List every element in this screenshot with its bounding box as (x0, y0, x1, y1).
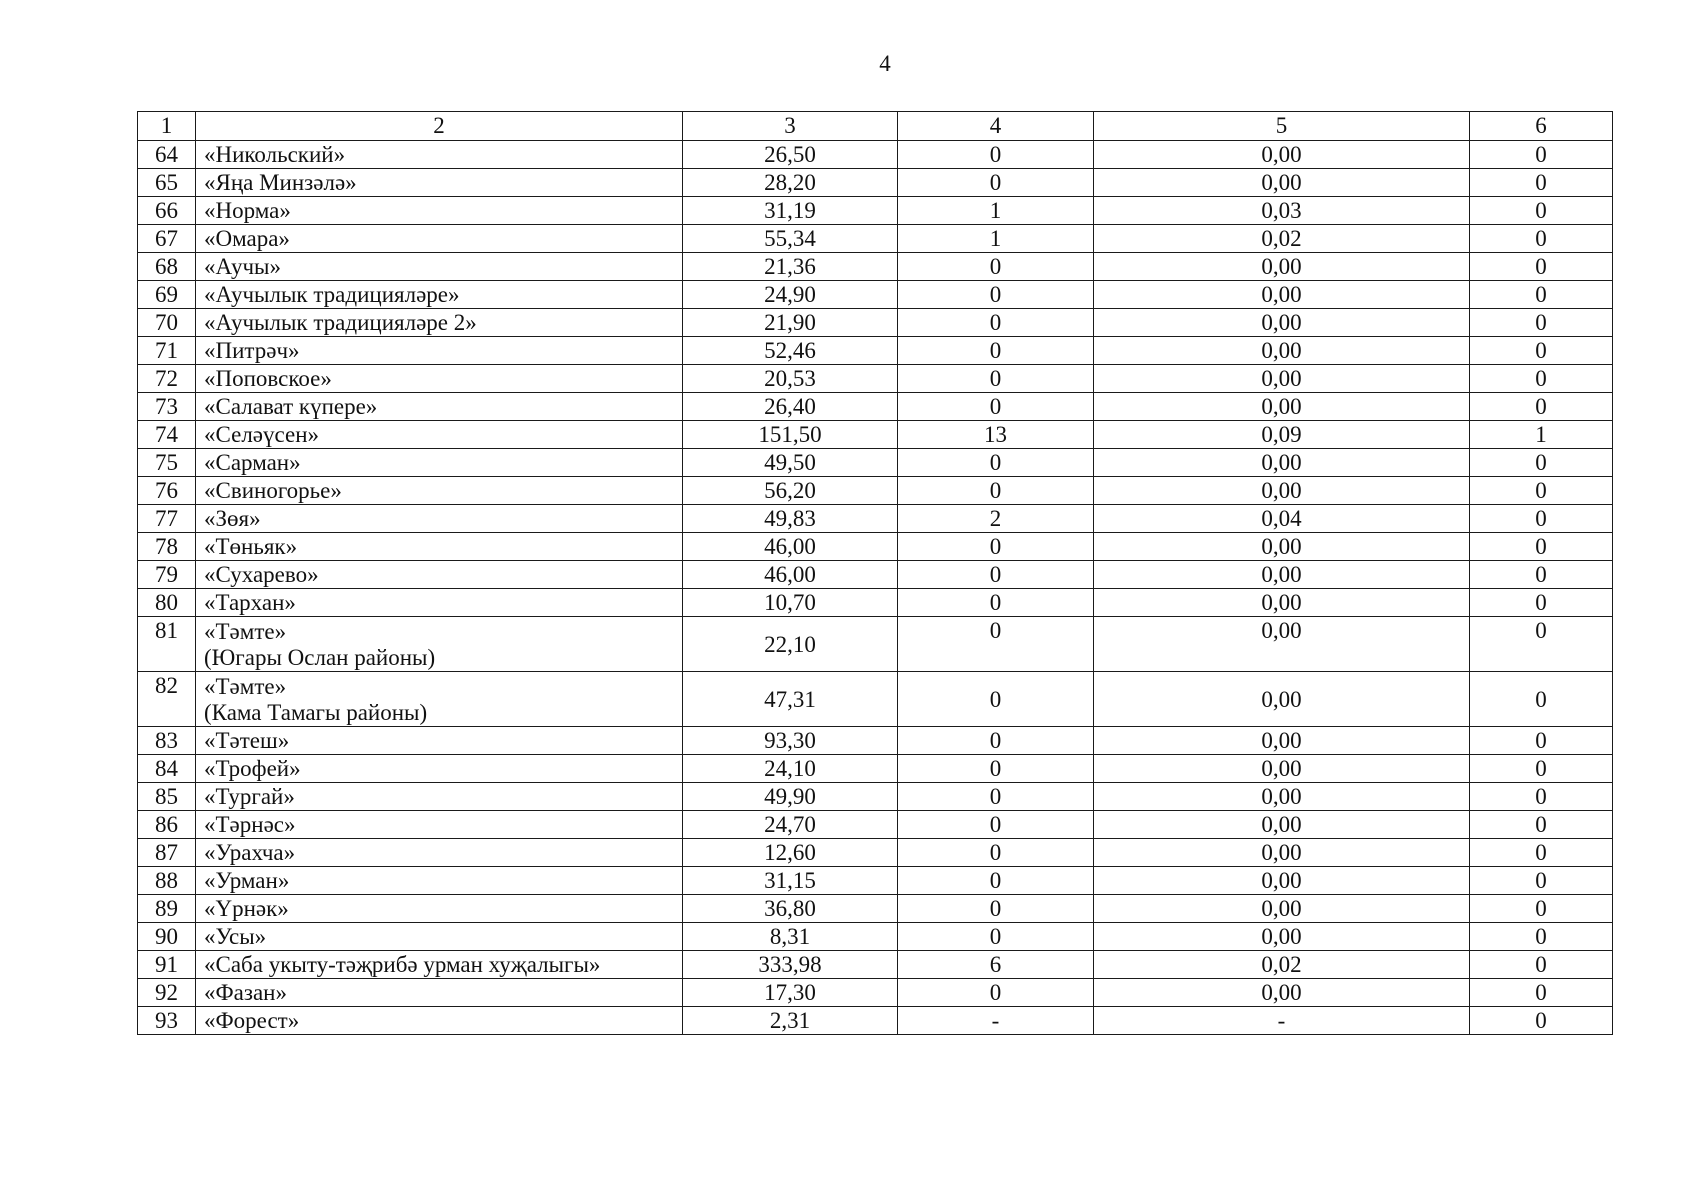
area-cell: 21,36 (683, 253, 898, 281)
density-cell: 0,00 (1094, 895, 1470, 923)
table-row (138, 337, 1613, 365)
col6-cell: 0 (1470, 253, 1613, 281)
col6-cell: 0 (1470, 811, 1613, 839)
count-cell: 0 (898, 141, 1094, 169)
count-cell: 0 (898, 783, 1094, 811)
table-row (138, 141, 1613, 169)
area-cell: 24,70 (683, 811, 898, 839)
table-row (138, 951, 1613, 979)
area-cell: 22,10 (683, 617, 898, 672)
row-number-cell: 86 (138, 811, 196, 839)
col6-cell: 0 (1470, 923, 1613, 951)
row-number-cell: 89 (138, 895, 196, 923)
row-number-cell: 70 (138, 309, 196, 337)
col6-cell: 0 (1470, 672, 1613, 727)
name-cell: «Аучылык традицияләре 2» (196, 309, 683, 337)
area-cell: 55,34 (683, 225, 898, 253)
density-cell: 0,00 (1094, 449, 1470, 477)
col6-cell: 0 (1470, 783, 1613, 811)
area-cell: 24,10 (683, 755, 898, 783)
col6-cell: 0 (1470, 393, 1613, 421)
name-cell: «Форест» (196, 1007, 683, 1035)
table-row (138, 169, 1613, 197)
density-cell: 0,00 (1094, 979, 1470, 1007)
name-cell: «Төньяк» (196, 533, 683, 561)
area-cell: 93,30 (683, 727, 898, 755)
name-cell: «Салават күпере» (196, 393, 683, 421)
count-cell: 0 (898, 281, 1094, 309)
area-cell: 49,50 (683, 449, 898, 477)
col6-cell: 0 (1470, 533, 1613, 561)
name-cell: «Зөя» (196, 505, 683, 533)
table-row (138, 839, 1613, 867)
col6-cell: 0 (1470, 895, 1613, 923)
row-number-cell: 78 (138, 533, 196, 561)
row-number-cell: 88 (138, 867, 196, 895)
density-cell: 0,00 (1094, 589, 1470, 617)
row-number-cell: 74 (138, 421, 196, 449)
name-cell: «Усы» (196, 923, 683, 951)
density-cell: 0,00 (1094, 839, 1470, 867)
row-number-cell: 72 (138, 365, 196, 393)
table-row (138, 393, 1613, 421)
row-number-cell: 84 (138, 755, 196, 783)
name-cell (196, 672, 683, 727)
table-row (138, 783, 1613, 811)
col6-cell: 0 (1470, 589, 1613, 617)
area-cell: 10,70 (683, 589, 898, 617)
count-cell: 0 (898, 979, 1094, 1007)
count-cell: 0 (898, 811, 1094, 839)
density-cell: 0,00 (1094, 727, 1470, 755)
col6-cell: 0 (1470, 365, 1613, 393)
name-cell: «Аучы» (196, 253, 683, 281)
col6-cell: 0 (1470, 281, 1613, 309)
table-row (138, 727, 1613, 755)
table-row (138, 225, 1613, 253)
row-number-cell: 69 (138, 281, 196, 309)
count-cell: 0 (898, 561, 1094, 589)
area-cell: 21,90 (683, 309, 898, 337)
area-cell: 31,19 (683, 197, 898, 225)
area-cell: 56,20 (683, 477, 898, 505)
table-row (138, 589, 1613, 617)
density-cell: 0,00 (1094, 337, 1470, 365)
density-cell: 0,00 (1094, 253, 1470, 281)
col6-cell: 0 (1470, 505, 1613, 533)
table-row (138, 617, 1613, 672)
density-cell: 0,09 (1094, 421, 1470, 449)
col6-cell: 0 (1470, 309, 1613, 337)
name-cell: «Үрнәк» (196, 895, 683, 923)
row-number-cell: 75 (138, 449, 196, 477)
row-number-cell: 81 (138, 617, 196, 672)
count-cell: 0 (898, 169, 1094, 197)
name-cell: «Тархан» (196, 589, 683, 617)
name-line-2: (Кама Тамагы районы) (204, 700, 428, 725)
row-number-cell: 87 (138, 839, 196, 867)
count-cell: 0 (898, 617, 1094, 672)
row-number-cell: 67 (138, 225, 196, 253)
area-cell: 26,50 (683, 141, 898, 169)
name-cell: «Омара» (196, 225, 683, 253)
col6-cell: 0 (1470, 951, 1613, 979)
name-cell: «Сарман» (196, 449, 683, 477)
density-cell: 0,00 (1094, 141, 1470, 169)
table-row (138, 979, 1613, 1007)
density-cell: 0,00 (1094, 169, 1470, 197)
count-cell: 0 (898, 867, 1094, 895)
area-cell: 46,00 (683, 561, 898, 589)
row-number-cell: 68 (138, 253, 196, 281)
count-cell: 0 (898, 393, 1094, 421)
count-cell: 0 (898, 923, 1094, 951)
name-cell: «Сухарево» (196, 561, 683, 589)
count-cell: 0 (898, 533, 1094, 561)
table-row (138, 505, 1613, 533)
col6-cell: 0 (1470, 1007, 1613, 1035)
row-number-cell: 64 (138, 141, 196, 169)
page-number: 4 (879, 51, 891, 76)
table-row (138, 197, 1613, 225)
density-cell: 0,00 (1094, 811, 1470, 839)
area-cell: 49,83 (683, 505, 898, 533)
density-cell: - (1094, 1007, 1470, 1035)
area-cell: 8,31 (683, 923, 898, 951)
density-cell: 0,00 (1094, 672, 1470, 727)
table-body (138, 112, 1613, 1035)
row-number-cell: 66 (138, 197, 196, 225)
row-number-cell: 65 (138, 169, 196, 197)
col6-cell: 0 (1470, 755, 1613, 783)
name-cell: «Урахча» (196, 839, 683, 867)
name-cell: «Поповское» (196, 365, 683, 393)
count-cell: 0 (898, 309, 1094, 337)
table-row (138, 1007, 1613, 1035)
count-cell: 0 (898, 477, 1094, 505)
header-cell-3: 3 (683, 112, 898, 141)
area-cell: 2,31 (683, 1007, 898, 1035)
row-number-cell: 77 (138, 505, 196, 533)
area-cell: 47,31 (683, 672, 898, 727)
count-cell: 6 (898, 951, 1094, 979)
area-cell: 36,80 (683, 895, 898, 923)
col6-cell: 0 (1470, 337, 1613, 365)
count-cell: 0 (898, 755, 1094, 783)
col6-cell: 0 (1470, 839, 1613, 867)
name-cell: «Свиногорье» (196, 477, 683, 505)
area-cell: 17,30 (683, 979, 898, 1007)
col6-cell: 0 (1470, 477, 1613, 505)
count-cell: 0 (898, 727, 1094, 755)
table-row (138, 449, 1613, 477)
row-number-cell: 80 (138, 589, 196, 617)
row-number-cell: 85 (138, 783, 196, 811)
count-cell: 0 (898, 672, 1094, 727)
header-cell-6: 6 (1470, 112, 1613, 141)
col6-cell: 0 (1470, 727, 1613, 755)
data-table (137, 111, 1613, 1035)
count-cell: 0 (898, 895, 1094, 923)
row-number-cell: 82 (138, 672, 196, 727)
name-line-1: «Тәмте» (204, 674, 287, 699)
row-number-cell: 91 (138, 951, 196, 979)
area-cell: 46,00 (683, 533, 898, 561)
header-cell-4: 4 (898, 112, 1094, 141)
name-cell: «Яңа Минзәлә» (196, 169, 683, 197)
density-cell: 0,00 (1094, 617, 1470, 672)
density-cell: 0,04 (1094, 505, 1470, 533)
name-cell: «Трофей» (196, 755, 683, 783)
col6-cell: 0 (1470, 141, 1613, 169)
area-cell: 26,40 (683, 393, 898, 421)
col6-cell: 0 (1470, 225, 1613, 253)
density-cell: 0,00 (1094, 561, 1470, 589)
name-cell: «Тәрнәс» (196, 811, 683, 839)
density-cell: 0,00 (1094, 783, 1470, 811)
area-cell: 49,90 (683, 783, 898, 811)
col6-cell: 0 (1470, 561, 1613, 589)
count-cell: 0 (898, 337, 1094, 365)
name-cell: «Норма» (196, 197, 683, 225)
area-cell: 31,15 (683, 867, 898, 895)
row-number-cell: 76 (138, 477, 196, 505)
row-number-cell: 93 (138, 1007, 196, 1035)
row-number-cell: 83 (138, 727, 196, 755)
table-row (138, 309, 1613, 337)
table-row (138, 755, 1613, 783)
name-cell: «Аучылык традицияләре» (196, 281, 683, 309)
col6-cell: 0 (1470, 449, 1613, 477)
count-cell: 0 (898, 365, 1094, 393)
table-row (138, 672, 1613, 727)
row-number-cell: 71 (138, 337, 196, 365)
table-row (138, 421, 1613, 449)
row-number-cell: 79 (138, 561, 196, 589)
name-line-1: «Тәмте» (204, 619, 287, 644)
table-row (138, 811, 1613, 839)
density-cell: 0,03 (1094, 197, 1470, 225)
table-row (138, 281, 1613, 309)
count-cell: 0 (898, 839, 1094, 867)
count-cell: 1 (898, 197, 1094, 225)
area-cell: 333,98 (683, 951, 898, 979)
density-cell: 0,00 (1094, 533, 1470, 561)
density-cell: 0,00 (1094, 923, 1470, 951)
col6-cell: 0 (1470, 617, 1613, 672)
table-row (138, 895, 1613, 923)
name-line-2: (Югары Ослан районы) (204, 645, 436, 670)
col6-cell: 0 (1470, 867, 1613, 895)
header-cell-1: 1 (138, 112, 196, 141)
header-cell-5: 5 (1094, 112, 1470, 141)
col6-cell: 0 (1470, 979, 1613, 1007)
count-cell: - (898, 1007, 1094, 1035)
col6-cell: 0 (1470, 169, 1613, 197)
count-cell: 2 (898, 505, 1094, 533)
row-number-cell: 73 (138, 393, 196, 421)
col6-cell: 0 (1470, 197, 1613, 225)
table-row (138, 477, 1613, 505)
density-cell: 0,00 (1094, 755, 1470, 783)
row-number-cell: 92 (138, 979, 196, 1007)
area-cell: 12,60 (683, 839, 898, 867)
count-cell: 0 (898, 449, 1094, 477)
col6-cell: 1 (1470, 421, 1613, 449)
count-cell: 0 (898, 589, 1094, 617)
density-cell: 0,00 (1094, 309, 1470, 337)
table-row (138, 867, 1613, 895)
name-cell: «Питрәч» (196, 337, 683, 365)
area-cell: 28,20 (683, 169, 898, 197)
density-cell: 0,00 (1094, 393, 1470, 421)
area-cell: 151,50 (683, 421, 898, 449)
header-row (138, 112, 1613, 141)
table-row (138, 253, 1613, 281)
table-row (138, 533, 1613, 561)
name-cell: «Саба укыту-тәҗрибә урман хуҗалыгы» (196, 951, 683, 979)
name-cell: «Селәүсен» (196, 421, 683, 449)
density-cell: 0,00 (1094, 281, 1470, 309)
name-cell: «Урман» (196, 867, 683, 895)
density-cell: 0,00 (1094, 365, 1470, 393)
density-cell: 0,02 (1094, 951, 1470, 979)
density-cell: 0,02 (1094, 225, 1470, 253)
name-cell: «Никольский» (196, 141, 683, 169)
table-row (138, 365, 1613, 393)
name-cell: «Тургай» (196, 783, 683, 811)
count-cell: 1 (898, 225, 1094, 253)
name-cell: «Фазан» (196, 979, 683, 1007)
count-cell: 0 (898, 253, 1094, 281)
area-cell: 20,53 (683, 365, 898, 393)
density-cell: 0,00 (1094, 867, 1470, 895)
header-cell-2: 2 (196, 112, 683, 141)
count-cell: 13 (898, 421, 1094, 449)
area-cell: 52,46 (683, 337, 898, 365)
row-number-cell: 90 (138, 923, 196, 951)
table-row (138, 561, 1613, 589)
name-cell (196, 617, 683, 672)
area-cell: 24,90 (683, 281, 898, 309)
table-row (138, 923, 1613, 951)
name-cell: «Тәтеш» (196, 727, 683, 755)
density-cell: 0,00 (1094, 477, 1470, 505)
